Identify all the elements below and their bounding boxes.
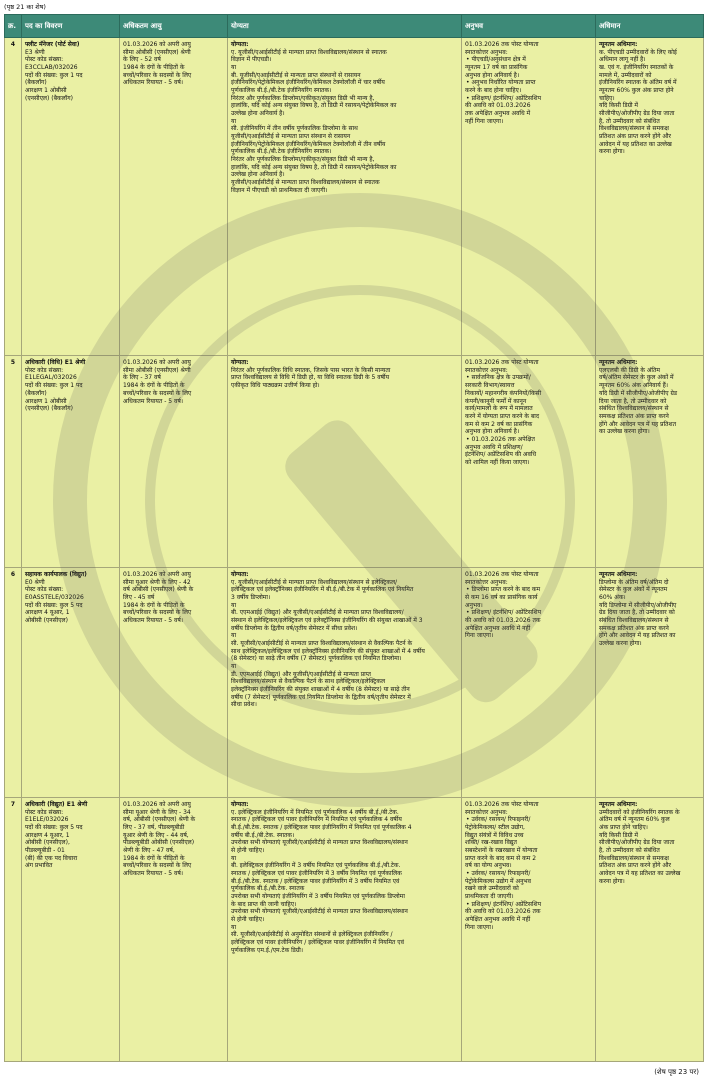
table-row	[5, 798, 704, 1062]
text-line: हालांकि, यदि कोई अन्य संयुक्त विषय है, तो डिग्री में रसायन/पेट्रोकेमिकल का	[231, 102, 397, 110]
text-line: दिया जाता है, तो उम्मीदवार को	[599, 397, 667, 405]
text-line: या	[231, 923, 237, 931]
table-row	[5, 356, 704, 568]
text-line: सीमा यूआर श्रेणी के लिए - 42	[123, 578, 191, 586]
text-line: 01.03.2026 को अपरी आयु	[123, 801, 191, 809]
text-line: (बैकलॉग)	[25, 79, 47, 87]
text-line: (बी) की एक पद विचारा	[25, 854, 78, 862]
text-line: प्राप्त विश्वविद्यालय से विधि में डिग्री हो, या विधि स्नातक डिग्री के 5 वर्षीय	[231, 374, 390, 382]
text-line: 1984 के दंगों के पीड़ितों के	[123, 601, 185, 609]
text-line: वर्ष का योग्य अनुभव।	[465, 862, 512, 870]
text-line: सी. इंजीनियरिंग में तीन वर्षीय पूर्णकालिक डिप्लोमा के साथ	[231, 125, 358, 133]
text-line: ख. एवं ग. इंजीनियरिंग स्नातकों के	[599, 64, 674, 72]
preference-cell	[596, 567, 704, 797]
age-limit-cell	[120, 567, 228, 797]
text-line: आरक्षण 1 ओबीसी	[25, 397, 67, 405]
text-line: संबंधित विश्वविद्यालय/संस्थान से	[599, 405, 669, 413]
serial-number: 4	[5, 38, 22, 356]
text-line: पीडब्ल्यूबीडी - 01	[25, 847, 65, 855]
text-line: योग्यता:	[231, 801, 249, 809]
text-line: इंजीनियरिंग स्नातक के अंतिम वर्ष में	[599, 79, 677, 87]
text-line: इलेक्ट्रिकल एवं इलेक्ट्रॉनिक्स इंजीनियरिंग में बी.ई./बी.टेक में पूर्णकालिक एवं नियमित	[231, 586, 414, 594]
text-line: योग्यता:	[231, 570, 249, 578]
post-details-cell	[22, 356, 120, 568]
serial-number: 6	[5, 567, 22, 797]
text-line: संबंधित विश्वविद्यालय/संस्थान से	[599, 616, 669, 624]
text-line: कम से कम 2 वर्ष का प्रासंगिक	[465, 420, 533, 428]
preference-cell	[596, 798, 704, 1062]
col-header-preference: अधिमान	[596, 15, 704, 38]
serial-number: 5	[5, 356, 22, 568]
text-line: पदों की संख्या: कुल 1 पद	[25, 71, 83, 79]
text-line: पोस्ट कोड संख्या:	[25, 586, 64, 594]
text-line: अधिकारी (विधि) E1 श्रेणी	[25, 359, 86, 367]
text-line: या	[231, 854, 237, 862]
text-line: पेट्रोकेमिकल्स/ स्टील उद्योग,	[465, 824, 525, 832]
text-line: • प्रशिक्षण/ इंटर्नशिप/ अप्रेंटिसशिप	[466, 900, 542, 908]
text-line: पेट्रोकेमिकल्स उद्योग में अनुभव	[465, 877, 531, 885]
text-line: 3 वर्षीय डिप्लोमा।	[231, 593, 271, 601]
text-line: निरंतर और पूर्णकालिक विधि स्नातक, जिसके पास भारत के किसी मान्यता	[231, 366, 391, 374]
text-line: आवेदन में यह प्रतिशत का उल्लेख	[599, 140, 672, 148]
qualification-cell	[228, 356, 462, 568]
text-line: न्यूनतम अधिमान:	[599, 801, 638, 809]
text-line: से होनी चाहिए।	[231, 847, 265, 855]
text-line: या	[231, 662, 237, 670]
experience-cell	[462, 38, 596, 356]
col-header-experience: अनुभव	[462, 15, 596, 38]
text-line: प्राथमिकता दी जाएगी।	[465, 893, 514, 901]
text-line: न्यूनतम 17 वर्ष का प्रासंगिक	[465, 64, 528, 72]
table-row	[5, 38, 704, 356]
text-line: • प्रशिक्षण/ इंटर्नशिप/ अप्रेंटिसशिप	[466, 609, 542, 617]
text-line: 1984 के दंगों के पीड़ितों के	[123, 64, 185, 72]
age-limit-cell	[120, 38, 228, 356]
text-line: अपेक्षित अनुभव अवधि में नहीं	[465, 624, 531, 632]
text-line: है, तो उम्मीदवार को संबंधित	[599, 847, 660, 855]
text-line: • सार्वजनिक क्षेत्र के उपक्रमों/	[466, 374, 531, 382]
age-limit-cell	[120, 356, 228, 568]
text-line: पदों की संख्या: कुल 5 पद	[25, 601, 83, 609]
text-line: इलेक्ट्रॉनिक्स इंजीनियरिंग की संयुक्त शाखाओं में 4 वर्षीय (8 सेमेस्टर) या साढ़े तीन	[231, 685, 410, 693]
experience-cell	[462, 798, 596, 1062]
text-line: बी.ई./बी.टेक. स्नातक / इलेक्ट्रिकल पावर इंजीनियरिंग में नियमित एवं पूर्णकालिक 4	[231, 824, 412, 832]
text-line: E0 श्रेणी	[25, 578, 45, 586]
text-line: अधिमान लागू नहीं है।	[599, 56, 646, 64]
text-line: सरकारी विभाग/स्वायत्त	[465, 382, 515, 390]
text-line: इंजीनियरिंग/पेट्रोकेमिकल इंजीनियरिंग/केमिकल टेक्नोलॉजी में चार वर्षीय	[231, 79, 385, 87]
text-line: समकक्ष प्रतिशत अंक प्राप्त करने	[599, 412, 669, 420]
recruitment-table	[4, 14, 704, 1062]
text-line: सी. यूजीसी/एआईसीटीई से मान्यता प्राप्त विश्वविद्यालय/संस्थान से वैकल्पिक पैटर्न के	[231, 639, 413, 647]
text-line: (8 सेमेस्टर) या साढ़े तीन वर्षीय (7 सेमेस्टर) पूर्णकालिक एवं नियमित डिप्लोमा।	[231, 655, 402, 663]
text-line: स्नातकोत्तर अनुभव:	[465, 808, 508, 816]
text-line: उल्लेख होना अनिवार्य है।	[231, 171, 285, 179]
text-line: लिए - 45 वर्ष	[123, 593, 155, 601]
text-line: अनुभव होना अनिवार्य है।	[465, 71, 520, 79]
experience-cell	[462, 567, 596, 797]
text-line: सहायक कार्यपालक (विद्युत)	[25, 570, 87, 578]
text-line: फ्लीट मॅनेजर (पोर्ट सेवा)	[25, 41, 80, 48]
table-row	[5, 567, 704, 797]
text-line: सीमा यूआर श्रेणी के लिए - 34	[123, 808, 191, 816]
text-line: पोस्ट कोड संख्या:	[25, 56, 64, 64]
text-line: डिप्लोमा के अंतिम वर्ष/अंतिम दो	[599, 578, 669, 586]
text-line: • उर्वरक/ रसायन/ रिफाइनरी/	[466, 816, 531, 824]
text-line: बी. एएमआईई (विद्युत) और यूजीसी/एआईसीटीई से मान्यता प्राप्त विश्वविद्यालय/	[231, 609, 404, 617]
text-line: चाहिए।	[599, 94, 615, 102]
text-line: के बाद प्राप्त की जानी चाहिए।	[231, 900, 297, 908]
text-line: न्यूनतम अधिमान:	[599, 359, 638, 367]
text-line: 01.03.2026 को अपरी आयु	[123, 570, 191, 578]
text-line: सीमा ओबीसी (एनसीएल) श्रेणी	[123, 366, 191, 374]
text-line: पूर्णकालिक एम.ई./एम.टेक डिग्री।	[231, 946, 304, 954]
text-line: 60% अंक।	[599, 593, 626, 601]
text-line: होंगे और आवेदन पत्र में यह प्रतिशत	[599, 420, 676, 428]
text-line: क. पीएचडी उम्मीदवारों के लिए कोई	[599, 48, 677, 56]
qualification-cell	[228, 38, 462, 356]
text-line: से होनी चाहिए।	[231, 916, 265, 924]
text-line: लिए - 37 वर्ष, पीडब्ल्यूबीडी	[123, 824, 185, 832]
text-line: योग्यता:	[231, 359, 249, 367]
text-line: यूजीसी/एआईसीटीई से मान्यता प्राप्त विश्वविद्यालय/संस्थान से स्नातक	[231, 179, 380, 187]
text-line: करने के बाद होना चाहिए।	[465, 87, 522, 95]
text-line: संस्थान से इलेक्ट्रिकल/इलेक्ट्रिकल एवं इलेक्ट्रॉनिक्स इंजीनियरिंग की संयुक्त शाखाओं में 3	[231, 616, 423, 624]
text-line: 01.03.2026 तक पोस्ट योग्यता	[465, 359, 539, 367]
text-line: वर्ष, ओबीसी (एनसीएल) श्रेणी के	[123, 816, 196, 824]
text-line: स्नातकोत्तर अनुभव:	[465, 48, 508, 56]
text-line: पीडब्ल्यूबीडी ओबीसी (एनसीएल)	[123, 839, 195, 847]
text-line: E0ASSTELE/032026	[25, 593, 84, 601]
text-line: यूआर श्रेणी के लिए - 44 वर्ष,	[123, 831, 189, 839]
text-line: उम्मीदवारों को इंजीनियरिंग स्नातक के	[599, 808, 680, 816]
text-line: • उर्वरक/ रसायन/ रिफाइनरी/	[466, 870, 531, 878]
text-line: प्रतिशत अंक प्राप्त करने होंगे और	[599, 133, 671, 141]
text-line: कंपनी/कानूनी फर्मों में कानून	[465, 397, 527, 405]
text-line: या	[231, 601, 237, 609]
text-line: वर्ष/अंतिम सेमेस्टर के कुल अंकों में	[599, 374, 674, 382]
text-line: ए. यूजीसी/एआईसीटीई से मान्यता प्राप्त विश्वविद्यालय/संस्थान से इलेक्ट्रिकल/	[231, 578, 398, 586]
text-line: विश्वविद्यालय/संस्थान से समकक्ष	[599, 125, 669, 133]
text-line: सी. यूजीसी/एआईसीटीई से अनुमोदित संस्थानों से इलेक्ट्रिकल इंजीनियरिंग /	[231, 931, 393, 939]
text-line: वर्षीय डिप्लोमा के द्वितीय वर्ष/तृतीय सेमेस्टर में सीधा प्रवेश।	[231, 624, 358, 632]
text-line: अपेक्षित अनुभव अवधि में नहीं	[465, 916, 531, 924]
text-line: ओबीसी (एनसीएल)	[25, 616, 68, 624]
text-line: स्नातकोत्तर अनुभव:	[465, 578, 508, 586]
text-line: • अनुभव निर्धारित योग्यता प्राप्त	[466, 79, 536, 87]
qualification-cell	[228, 567, 462, 797]
text-line: के लिए - 52 वर्ष	[123, 56, 161, 64]
text-line: अनुभव अवधि में प्रशिक्षण/	[465, 443, 523, 451]
text-line: पूर्णकालिक बी.ई./बी.टेक. स्नातक	[231, 885, 305, 893]
text-line: आरक्षण 4 यूआर, 1	[25, 609, 70, 617]
age-limit-cell	[120, 798, 228, 1062]
preference-cell	[596, 38, 704, 356]
text-line: विश्वविद्यालय/संस्थान से समकक्ष	[599, 854, 669, 862]
text-line: विज्ञान में पीएचडी।	[231, 56, 272, 64]
text-line: इलेक्ट्रिकल एवं पावर इंजीनियरिंग / इलेक्ट्रिकल पावर इंजीनियरिंग में नियमित एवं	[231, 939, 404, 947]
post-details-cell	[22, 567, 120, 797]
table-header-row	[5, 15, 704, 38]
text-line: करना होगा।	[599, 148, 625, 156]
text-line: समकक्ष प्रतिशत अंक प्राप्त करने	[599, 624, 669, 632]
text-line: या	[231, 117, 237, 125]
text-line: • डिप्लोमा प्राप्त करने के बाद कम	[466, 586, 541, 594]
text-line: हालांकि, यदि कोई अन्य संयुक्त विषय है, तो डिग्री में रसायन/पेट्रोकेमिकल का	[231, 163, 397, 171]
col-header-age: अधिकतम आयु	[120, 15, 228, 38]
col-header-qualification: योग्यता	[228, 15, 462, 38]
text-line: • प्रशिक्षण/ इंटर्नशिप/ अप्रेंटिसशिप	[466, 94, 542, 102]
text-line: यदि किसी डिग्री में	[599, 102, 639, 110]
text-line: 01.03.2026 तक पोस्ट योग्यता	[465, 801, 539, 809]
text-line: है, तो उम्मीदवार को संबंधित	[599, 117, 660, 125]
text-line: अंग प्रभावित	[25, 862, 53, 870]
col-header-serial: क्र.	[5, 15, 22, 38]
preference-cell	[596, 356, 704, 568]
text-line: सीधा प्रवेश।	[231, 701, 257, 709]
text-line: अंक प्राप्त होने चाहिए।	[599, 824, 648, 832]
col-header-post: पद का विवरण	[22, 15, 120, 38]
text-line: प्रतिशत अंक प्राप्त करने होंगे और	[599, 862, 671, 870]
text-line: अंतिम वर्ष में न्यूनतम 60% कुल	[599, 816, 670, 824]
text-line: 1984 के दंगों के पीड़ितों के	[123, 854, 185, 862]
text-line: साथ इलेक्ट्रिकल/इलेक्ट्रिकल एवं इलेक्ट्रॉनिक्स इंजीनियरिंग की संयुक्त शाखाओं में 4 वर्षीय	[231, 647, 425, 655]
text-line: को शामिल नहीं किया जाएगा।	[465, 458, 530, 466]
text-line: से कम 16 वर्ष का प्रासंगिक कार्य	[465, 593, 538, 601]
text-line: न्यूनतम अधिमान:	[599, 41, 638, 48]
text-line: करने में योग्यता प्राप्त करने के बाद	[465, 412, 539, 420]
text-line: पोस्ट कोड संख्या:	[25, 808, 64, 816]
text-line: • पीएचडी/अनुसंधान क्षेत्र में	[466, 56, 526, 64]
text-line: सीजीपीए/ओजीपीए ग्रेड दिया जाता	[599, 110, 675, 118]
text-line: अधिकतम रियायत - 5 वर्ष।	[123, 616, 184, 624]
text-line: एकीकृत विधि पाठ्यक्रम उत्तीर्ण किया हो।	[231, 382, 320, 390]
text-line: स्नातक / इलेक्ट्रिकल एवं पावर इंजीनियरिंग में नियमित एवं पूर्णकालिक 4 वर्षीय	[231, 816, 402, 824]
text-line: यदि किसी डिग्री में	[599, 831, 639, 839]
text-line: विद्युत संयंत्रों में विविध उच्च	[465, 831, 524, 839]
text-line: करना होगा।	[599, 877, 625, 885]
text-line: यदि डिप्लोमा में सीजीपीए/ओजीपीए	[599, 601, 677, 609]
text-line: बच्चों/परिवार के सदस्यों के लिए	[123, 71, 192, 79]
text-line: ए. यूजीसी/एआईसीटीई से मान्यता प्राप्त विश्वविद्यालय/संस्थान से स्नातक	[231, 48, 387, 56]
text-line: 01.03.2026 को अपरी आयु	[123, 359, 191, 367]
text-line: श्रेणी के लिए - 47 वर्ष,	[123, 847, 175, 855]
text-line: उपरोक्त सभी योग्यताएं यूजीसी/एआईसीटीई से मान्यता प्राप्त विश्वविद्यालय/संस्थान	[231, 908, 408, 916]
text-line: तक अपेक्षित अनुभव अवधि में	[465, 110, 531, 118]
text-line: शक्ति/ रख-रखाव विद्युत	[465, 839, 517, 847]
text-line: बच्चों/परिवार के सदस्यों के लिए	[123, 862, 192, 870]
text-line: ए. इलेक्ट्रिकल इंजीनियरिंग में नियमित एवं पूर्णकालिक 4 वर्षीय बी.ई./बी.टेक.	[231, 808, 399, 816]
text-line: की अवधि को 01.03.2026 तक	[465, 616, 541, 624]
text-line: • 01.03.2026 तक अपेक्षित	[466, 435, 535, 443]
text-line: की अवधि को 01.03.2026 तक	[465, 908, 541, 916]
text-line: उल्लेख होना अनिवार्य है।	[231, 110, 285, 118]
text-line: (एनसीएल) (बैकलॉग)	[25, 94, 73, 102]
text-line: न्यूनतम अधिमान:	[599, 570, 638, 578]
text-line: पूर्णकालिक बी.ई./बी.टेक इंजीनियरिंग स्नातक।	[231, 87, 332, 95]
text-line: ग्रेड दिया जाता है, तो उम्मीदवार को	[599, 609, 675, 617]
text-line: पोस्ट कोड संख्या:	[25, 366, 64, 374]
text-line: 1984 के दंगों के पीड़ितों के	[123, 382, 185, 390]
text-line: बच्चों/परिवार के सदस्यों के लिए	[123, 389, 192, 397]
text-line: (एनसीएल) (बैकलॉग)	[25, 405, 73, 413]
text-line: निरंतर और पूर्णकालिक डिप्लोमा/एकीकृत/संयुक्त डिग्री भी मान्य है,	[231, 94, 375, 102]
text-line: पदों की संख्या: कुल 1 पद	[25, 382, 83, 390]
text-line: 01.03.2026 तक पोस्ट योग्यता	[465, 41, 539, 48]
text-line: यदि डिग्री में सीजीपीए/ओजीपीए ग्रेड	[599, 389, 678, 397]
text-line: आरक्षण 1 ओबीसी	[25, 87, 67, 95]
text-line: इंजीनियरिंग/पेट्रोकेमिकल इंजीनियरिंग/केमिकल टेक्नोलॉजी में तीन वर्षीय	[231, 140, 386, 148]
text-line: बच्चों/परिवार के सदस्यों के लिए	[123, 609, 192, 617]
text-line: वर्षीय बी.ई./बी.टेक. स्नातक।	[231, 831, 295, 839]
text-line: का उल्लेख करना होगा।	[599, 428, 650, 436]
text-line: होंगे और आवेदन में यह प्रतिशत का	[599, 632, 676, 640]
page-header-note: (पृष्ठ 21 का शेष)	[4, 3, 46, 11]
text-line: अधिकतम रियायत - 5 वर्ष।	[123, 870, 184, 878]
text-line: की अवधि को 01.03.2026	[465, 102, 531, 110]
text-line: उल्लेख करना होगा।	[599, 639, 642, 647]
page-footer-note: (शेष पृष्ठ 23 पर)	[654, 1068, 699, 1076]
text-line: इंटर्नशिप/ अप्रेंटिसशिप की अवधि	[465, 451, 537, 459]
text-line: के लिए - 37 वर्ष	[123, 374, 161, 382]
text-line: यूजीसी/एआईसीटीई से मान्यता प्राप्त संस्थान से रासायन	[231, 133, 351, 141]
text-line: अधिकतम रियायत - 5 वर्ष।	[123, 397, 184, 405]
text-line: गिना जाएगा।	[465, 923, 494, 931]
text-line: E1LEGAL/032026	[25, 374, 77, 382]
qualification-cell	[228, 798, 462, 1062]
text-line: मामले में, उम्मीदवारों को	[599, 71, 652, 79]
text-line: योग्यता:	[231, 41, 249, 48]
text-line: ओबीसी (एनसीएल),	[25, 839, 70, 847]
text-line: एलएलबी की डिग्री के अंतिम	[599, 366, 660, 374]
text-line: आवेदन पत्र में यह प्रतिशत का उल्लेख	[599, 870, 681, 878]
text-line: नहीं गिना जाएगा।	[465, 117, 504, 125]
text-line: सबस्टेशनों के रखरखाव में योग्यता	[465, 847, 538, 855]
text-line: पदों की संख्या: कुल 5 पद	[25, 824, 83, 832]
text-line: बी. यूजीसी/एआईसीटीई से मान्यता प्राप्त संस्थानों से रासायन	[231, 71, 361, 79]
text-line: बी. इलेक्ट्रिकल इंजीनियरिंग में 3 वर्षीय नियमित एवं पूर्णकालिक बी.ई./बी.टेक.	[231, 862, 401, 870]
text-line: विज्ञान में पीएचडी को प्राथमिकता दी जाएगी।	[231, 186, 328, 194]
text-line: प्राप्त करने के बाद कम से कम 2	[465, 854, 537, 862]
text-line: या	[231, 64, 237, 72]
text-line: E1ELE/032026	[25, 816, 69, 824]
text-line: सीमा ओबीसी (एनसीएल) श्रेणी	[123, 48, 191, 56]
text-line: निरंतर और पूर्णकालिक डिप्लोमा/एकीकृत/संयुक्त डिग्री भी मान्य है,	[231, 156, 375, 164]
text-line: रखने वाले उम्मीदवारों को	[465, 885, 519, 893]
text-line: न्यूनतम 60% कुल अंक प्राप्त होने	[599, 87, 674, 95]
text-line: बी.ई./बी.टेक. स्नातक / इलेक्ट्रिकल पावर इंजीनियरिंग में 3 वर्षीय नियमित एवं	[231, 877, 400, 885]
post-details-cell	[22, 38, 120, 356]
text-line: वर्ष ओबीसी (एनसीएल) श्रेणी के	[123, 586, 194, 594]
text-line: E3CCLAB/032026	[25, 64, 78, 72]
text-line: कार्य/मामलों के रूप में मामलात	[465, 405, 533, 413]
text-line: उपरोक्त सभी योग्यताएं इंजीनियरिंग में 3 वर्षीय नियमित एवं पूर्णकालिक डिप्लोमा	[231, 893, 405, 901]
text-line: E3 श्रेणी	[25, 48, 45, 56]
text-line: विश्वविद्यालय/संस्थान से वैकल्पिक पैटर्न के साथ इलेक्ट्रिकल/इलेक्ट्रिकल	[231, 678, 386, 686]
text-line: स्नातक / इलेक्ट्रिकल एवं पावर इंजीनियरिंग में 3 वर्षीय नियमित एवं पूर्णकालिक	[231, 870, 402, 878]
text-line: अधिकारी (विद्युत) E1 श्रेणी	[25, 801, 88, 809]
post-details-cell	[22, 798, 120, 1062]
experience-cell	[462, 356, 596, 568]
serial-number: 7	[5, 798, 22, 1062]
text-line: या	[231, 632, 237, 640]
text-line: सीजीपीए/ओजीपीए ग्रेड दिया जाता	[599, 839, 675, 847]
text-line: अनुभव होना अनिवार्य है।	[465, 428, 520, 436]
text-line: अधिकतम रियायत - 5 वर्ष।	[123, 79, 184, 87]
text-line: 01.03.2026 को अपरी आयु	[123, 41, 191, 48]
text-line: निकायों/ महानगरीय कंपनियों/किसी	[465, 389, 542, 397]
text-line: वर्षीय (7 सेमेस्टर) पूर्णकालिक एवं नियमित डिप्लोमा के द्वितीय वर्ष/तृतीय सेमेस्टर में	[231, 693, 411, 701]
text-line: 01.03.2026 तक पोस्ट योग्यता	[465, 570, 539, 578]
text-line: डी. एएमआईई (विद्युत) और यूजीसी/एआईसीटीई से मान्यता प्राप्त	[231, 670, 371, 678]
text-line: अनुभव।	[465, 601, 483, 609]
text-line: स्नातकोत्तर अनुभव:	[465, 366, 508, 374]
text-line: सेमेस्टर के कुल अंकों में न्यूनतम	[599, 586, 668, 594]
text-line: उपरोक्त सभी योग्यताएं यूजीसी/एआईसीटीई से मान्यता प्राप्त विश्वविद्यालय/संस्थान	[231, 839, 408, 847]
text-line: गिना जाएगा।	[465, 632, 494, 640]
text-line: पूर्णकालिक बी.ई./बी.टेक इंजीनियरिंग स्नातक।	[231, 148, 332, 156]
text-line: आरक्षण 4 यूआर, 1	[25, 831, 70, 839]
text-line: न्यूनतम 60% अंक अनिवार्य हैं।	[599, 382, 669, 390]
text-line: (बैकलॉग)	[25, 389, 47, 397]
